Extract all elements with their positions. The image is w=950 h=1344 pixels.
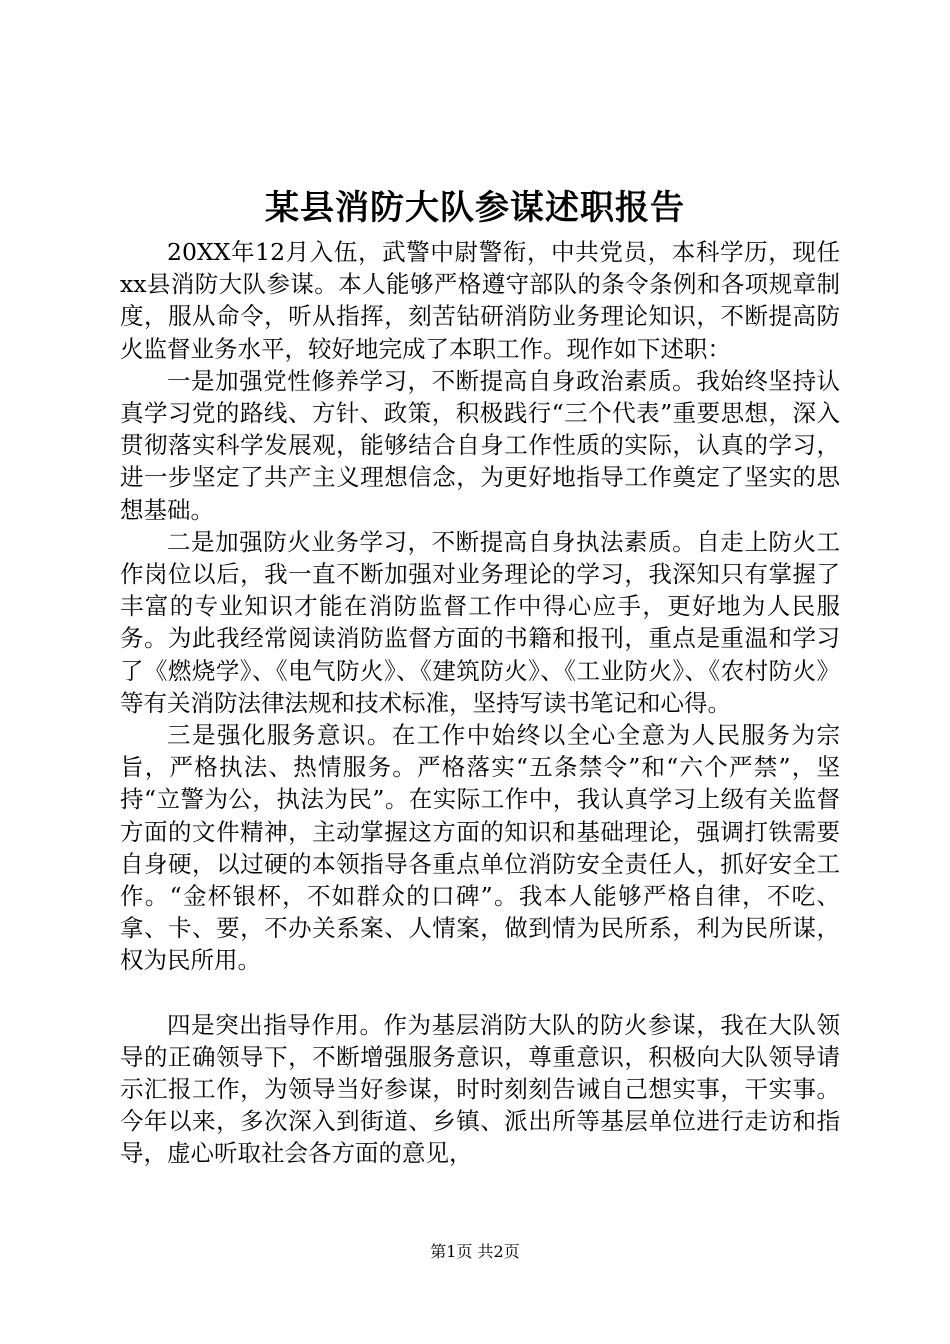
document-body — [120, 236, 840, 1170]
paragraph-point-3: 三是强化服务意识。在工作中始终以全心全意为人民服务为宗旨，严格执法、热情服务。严格落实“五条禁令”和“六个严禁”，坚持“立警为公，执法为民”。在实际工作中，我认真学习上级有关监督方面的文件精神，主动掌握这方面的知识和基础理论，强调打铁需要自身硬，以过硬的本领指导各重点单位消防安全责任人，抓好安全工作。“金杯银杯，不如群众的口碑”。我本人能够严格自律，不吃、拿、卡、要，不办关系案、人情案，做到情为民所系，利为民所谋，权为民所用。 — [120, 721, 840, 975]
paragraph-intro: 20XX年12月入伍，武警中尉警衔，中共党员，本科学历，现任xx县消防大队参谋。本人能够严格遵守部队的条令条例和各项规章制度，服从命令，听从指挥，刻苦钻研消防业务理论知识，不断提高防火监督业务水平，较好地完成了本职工作。现作如下述职： — [120, 238, 840, 363]
page-number: 第1页 共2页 — [430, 1242, 520, 1261]
document-title: 某县消防大队参谋述职报告 — [265, 188, 685, 228]
paragraph-point-1: 一是加强党性修养学习，不断提高自身政治素质。我始终坚持认真学习党的路线、方针、政策，积极践行“三个代表”重要思想，深入贯彻落实科学发展观，能够结合自身工作性质的实际，认真的学习，进一步坚定了共产主义理想信念，为更好地指导工作奠定了坚实的思想基础。 — [120, 366, 840, 524]
paragraph-point-4: 四是突出指导作用。作为基层消防大队的防火参谋，我在大队领导的正确领导下，不断增强服务意识，尊重意识，积极向大队领导请示汇报工作，为领导当好参谋，时时刻刻告诫自己想实事，干实事。今年以来，多次深入到街道、乡镇、派出所等基层单位进行走访和指导，虚心听取社会各方面的意见， — [120, 1010, 840, 1168]
paragraph-point-2: 二是加强防火业务学习，不断提高自身执法素质。自走上防火工作岗位以后，我一直不断加强对业务理论的学习，我深知只有掌握了丰富的专业知识才能在消防监督工作中得心应手，更好地为人民服务。为此我经常阅读消防监督方面的书籍和报刊，重点是重温和学习了《燃烧学》、《电气防火》、《建筑防火》、《工业防火》、《农村防火》等有关消防法律法规和技术标准，坚持写读书笔记和心得。 — [120, 527, 840, 717]
